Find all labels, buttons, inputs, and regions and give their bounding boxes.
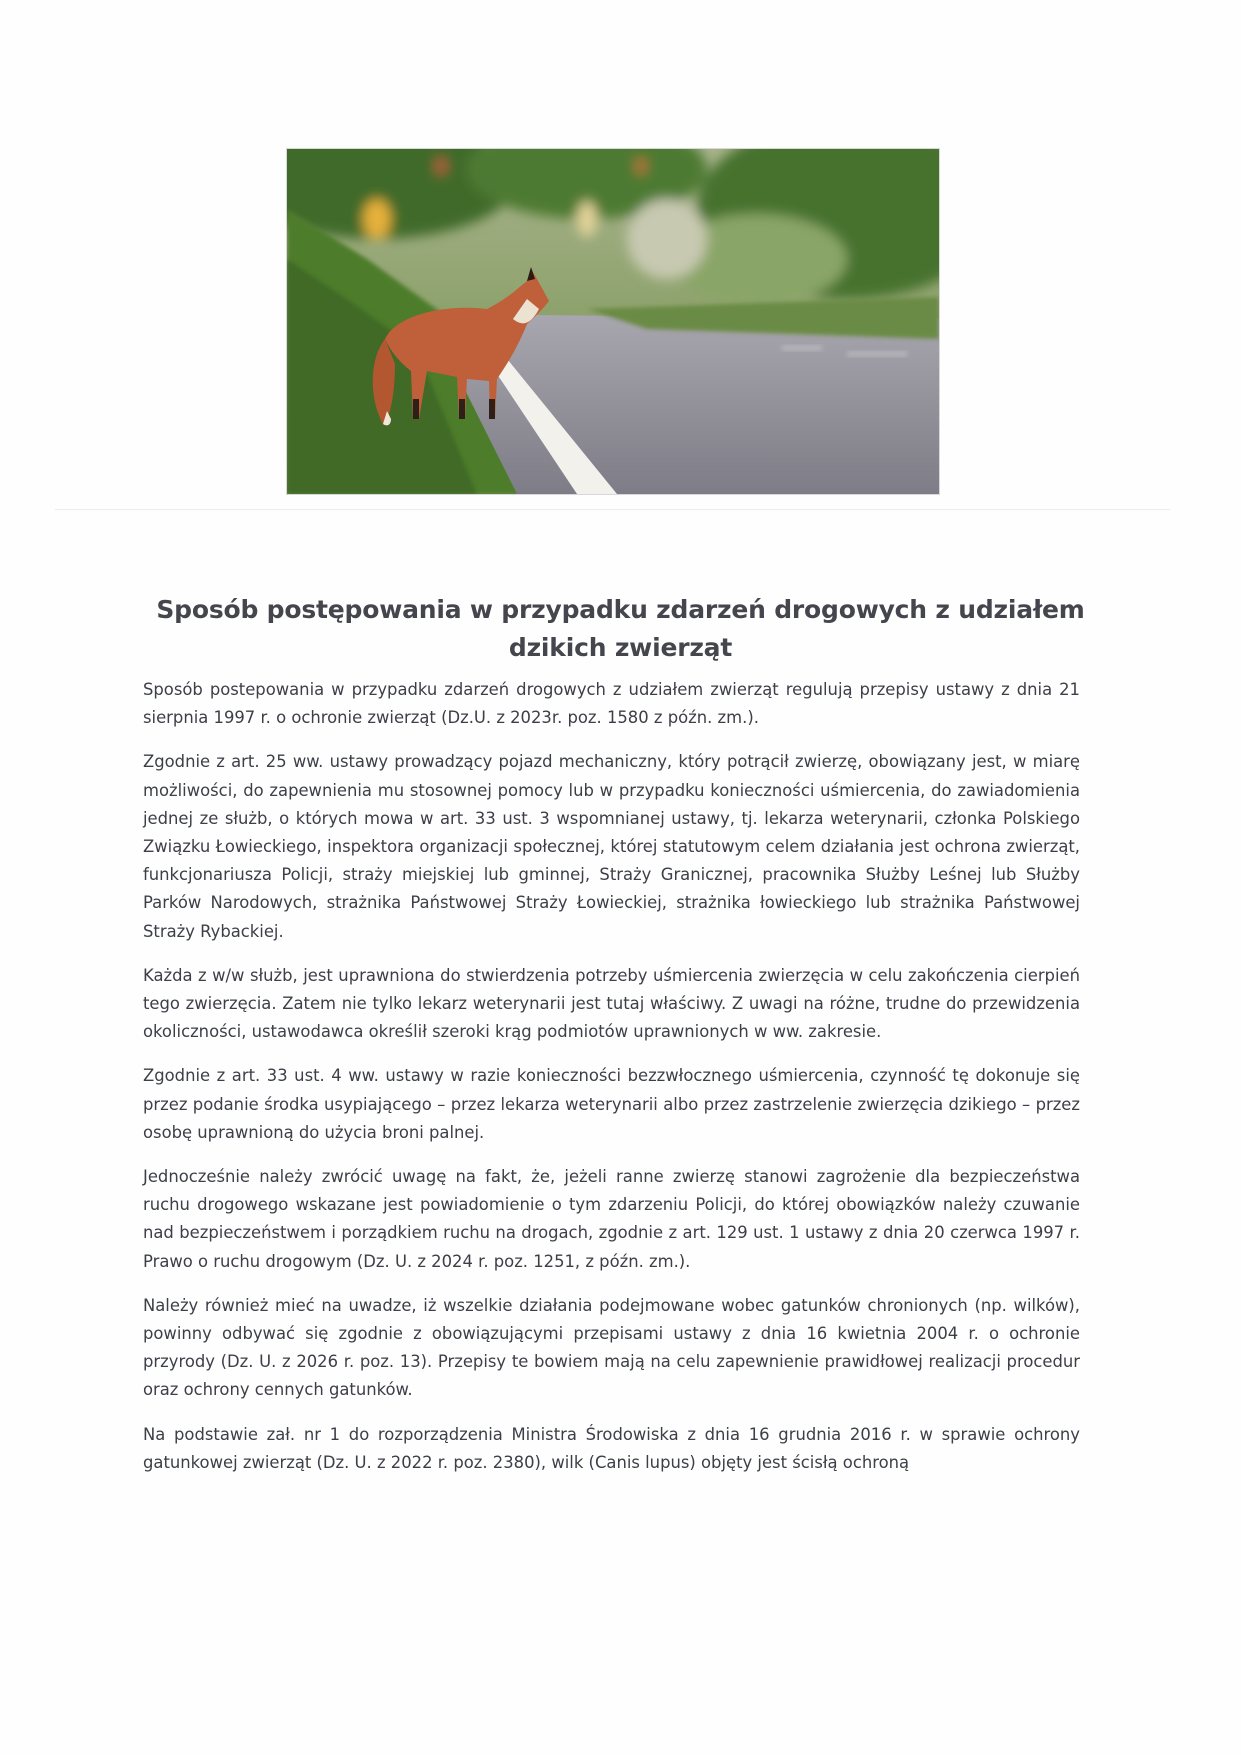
paragraph-2: Zgodnie z art. 25 ww. ustawy prowadzący pojazd mechaniczny, który potrącił zwierzę, obowiązany jest, w miarę możliwości, do zapewnienia mu stosownej pomocy lub w przypadku konieczności uśmiercenia, do zawiadomienia jednej ze służb, o których mowa w art. 33 ust. 3 wspomnianej ustawy, tj. lekarza weterynarii, członka Polskiego Związku Łowieckiego, inspektora organizacji społecznej, której statutowym celem działania jest ochrona zwierząt, funkcjonariusza Policji, straży miejskiej lub gminnej, Straży Granicznej, pracownika Służby Leśnej lub Służby Parków Narodowych, strażnika Państwowej Straży Łowieckiej, strażnika łowieckiego lub strażnika Państwowej Straży Rybackiej.: [143, 752, 1080, 941]
paragraph-7: Na podstawie zał. nr 1 do rozporządzenia Ministra Środowiska z dnia 16 grudnia 2016 r. w sprawie ochrony gatunkowej zwierząt (Dz. U. z 2022 r. poz. 2380), wilk (Canis lupus) objęty jest ścisłą ochroną: [143, 1424, 1080, 1472]
paragraph-3: Każda z w/w służb, jest uprawniona do stwierdzenia potrzeby uśmiercenia zwierzęcia w celu zakończenia cierpień tego zwierzęcia. Zatem nie tylko lekarz weterynarii jest tutaj właściwy. Z uwagi na różne, trudne do przewidzenia okoliczności, ustawodawca określił szeroki krąg podmiotów uprawnionych w ww. zakresie.: [143, 965, 1080, 1042]
paragraph-4: Zgodnie z art. 33 ust. 4 ww. ustawy w razie konieczności bezzwłocznego uśmiercenia, czynność tę dokonuje się przez podanie środka usypiającego – przez lekarza weterynarii albo przez zastrzelenie zwierzęcia dzikiego – przez osobę uprawnioną do użycia broni palnej.: [143, 1066, 1080, 1142]
paragraph-1: Sposób postepowania w przypadku zdarzeń drogowych z udziałem zwierząt regulują przepisy ustawy z dnia 21 sierpnia 1997 r. o ochronie zwierząt (Dz.U. z 2023r. poz. 1580 z późn. zm.).: [143, 680, 1080, 728]
document-body: [143, 676, 1080, 1493]
section-divider: [55, 509, 1170, 510]
fox-road-illustration: [287, 149, 939, 494]
paragraph-5: Jednocześnie należy zwrócić uwagę na fakt, że, jeżeli ranne zwierzę stanowi zagrożenie dla bezpieczeństwa ruchu drogowego wskazane jest powiadomienie o tym zdarzeniu Policji, do której obowiązków należy czuwanie nad bezpieczeństwem i porządkiem ruchu na drogach, zgodnie z art. 129 ust. 1 ustawy z dnia 20 czerwca 1997 r. Prawo o ruchu drogowym (Dz. U. z 2024 r. poz. 1251, z późn. zm.).: [143, 1167, 1080, 1271]
document-title: Sposób postępowania w przypadku zdarzeń drogowych z udziałem dzikich zwierząt: [156, 594, 1085, 662]
paragraph-6: Należy również mieć na uwadze, iż wszelkie działania podejmowane wobec gatunków chronionych (np. wilków), powinny odbywać się zgodnie z obowiązującymi przepisami ustawy z dnia 16 kwietnia 2004 r. o ochronie przyrody (Dz. U. z 2026 r. poz. 13). Przepisy te bowiem mają na celu zapewnienie prawidłowej realizacji procedur oraz ochrony cennych gatunków.: [143, 1295, 1080, 1400]
fox-on-road-photo: [286, 148, 940, 495]
